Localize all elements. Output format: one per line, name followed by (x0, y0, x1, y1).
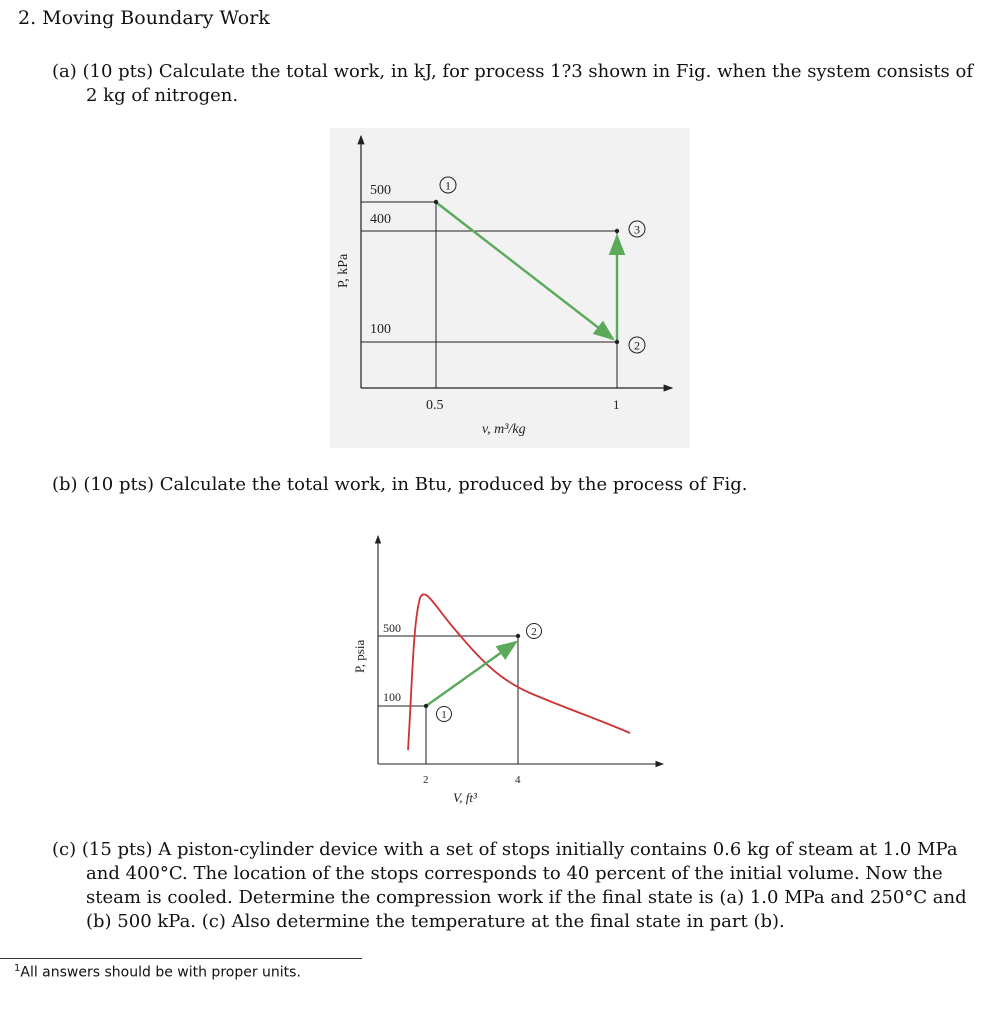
part-c-text: (15 pts) A piston-cylinder device with a set of stops initially contains 0.6 kg of steam at 1.0 MPa and 400°C. The location of the stops corresponds to 40 percent of the initial volume. Now the steam is cooled. Determine the compression work if the final state is (a) 1.0 MPa and 250°C and (b) 500 kPa. (c) Also determine the temperature at the final state in part (b). (81, 839, 967, 932)
fig-b-ytick-100: 100 (383, 690, 401, 704)
svg-text:1: 1 (445, 178, 451, 193)
fig-b-y-axis-label: P, psia (352, 639, 367, 673)
figure-a-pv-diagram (330, 128, 690, 448)
fig-a-state-1-point (434, 200, 438, 204)
fig-b-ytick-500: 500 (383, 621, 401, 635)
footnote (14, 963, 301, 981)
fig-a-ytick-400: 400 (370, 212, 391, 227)
part-c-label: (c) (52, 839, 77, 860)
part-a-text: (10 pts) Calculate the total work, in kJ, for process 1?3 shown in Fig. when the system consists of 2 kg of nitrogen. (82, 61, 974, 106)
fig-b-state-2-point (516, 634, 520, 638)
footnote-text: All answers should be with proper units. (20, 964, 301, 981)
fig-a-xtick-1: 1 (613, 397, 620, 412)
fig-b-red-curve (408, 594, 630, 750)
fig-a-state-2-point (615, 340, 619, 344)
svg-text:2: 2 (634, 338, 640, 353)
fig-a-ytick-100: 100 (370, 322, 391, 337)
fig-b-state-1-point (424, 704, 428, 708)
figure-b-pv-diagram (340, 528, 670, 808)
fig-b-x-axis-label: V, ft³ (453, 790, 477, 805)
fig-a-y-axis-label: P, kPa (336, 253, 351, 288)
section-title: 2. Moving Boundary Work (18, 7, 270, 29)
part-a-question (52, 60, 986, 108)
part-a-label: (a) (52, 61, 77, 82)
svg-text:2: 2 (531, 626, 537, 638)
svg-text:3: 3 (634, 222, 640, 237)
fig-b-xtick-4: 4 (515, 774, 521, 786)
svg-text:1: 1 (441, 709, 447, 721)
part-b-text: (10 pts) Calculate the total work, in Btu, produced by the process of Fig. (83, 474, 748, 495)
part-b-label: (b) (52, 474, 78, 495)
fig-a-x-axis-label: v, m³/kg (482, 422, 526, 437)
fig-a-xtick-05: 0.5 (426, 398, 444, 413)
footnote-divider (0, 958, 362, 959)
fig-a-ytick-500: 500 (370, 183, 391, 198)
footnote-marker: 1 (14, 963, 21, 974)
fig-b-state-2-label (527, 624, 542, 639)
part-b-question (52, 473, 952, 497)
fig-b-xtick-2: 2 (423, 774, 429, 786)
fig-b-state-1-label (437, 707, 452, 722)
fig-a-state-3-point (615, 229, 619, 233)
fig-b-process-1-2 (426, 642, 516, 706)
part-c-question (52, 838, 986, 934)
